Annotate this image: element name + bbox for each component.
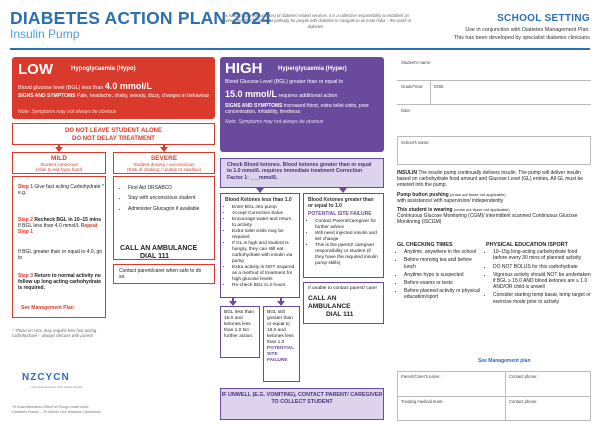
- ketones-low-item: • Accept Correction bolus: [232, 211, 296, 217]
- hcl-footnote: * Those on HCL may require less fast-acting carbohydrate – always discuss with parent: [12, 328, 97, 339]
- high-panel: [220, 57, 384, 152]
- severe-header: SEVERE Student drowsy / unconscious (Risk of choking / unable to swallow): [113, 152, 215, 174]
- credit-text: Te Kawhakaharea Māori te Rongo-mate huka Diabetes Rawiri – Te Whatu Ora Waitaha Canterbury: [12, 405, 102, 414]
- hyper-label: Hyperglycaemia (Hyper): [278, 66, 347, 72]
- arrow-to-severe: [163, 145, 165, 148]
- ketones-high-item: • Will need injected insulin and set change: [315, 231, 380, 243]
- school-name-field[interactable]: School's name:: [401, 140, 430, 145]
- ketones-high-list: [304, 219, 383, 267]
- gl-time-item: • Before exams or tests: [404, 280, 485, 286]
- step-2-alt: If BGL greater than or equal to 4.0, go to: [18, 249, 103, 262]
- call-ambulance-severe: CALL AN AMBULANCE DIAL 111: [120, 245, 198, 260]
- pe-item: • Consider starting temp basal, temp target or exercise mode prior to activity: [493, 292, 592, 304]
- physical-education: PHYSICAL EDUCATION /SPORT • 10–15g long-acting carbohydrate food before every 30 mins of planned activity • DO NOT BOLUS for this carbohydrate • Vigorous activity should NOT be undertaken if BGL ≥ 15.0 AND blood ketones are ≥ 1.0 AND/OR child is unwell • Consider starting temp basal, temp target or exercise mode prior to activity: [486, 242, 592, 307]
- mild-header: MILD Student conscious (Able to eat hypo food): [12, 152, 106, 174]
- do-not-leave-warning: DO NOT LEAVE STUDENT ALONE DO NOT DELAY TREATMENT: [12, 123, 215, 145]
- gl-time-item: • Before planned activity or physical education/sport: [404, 288, 485, 300]
- severe-contact: Contact parent/carer when safe to do so.: [113, 264, 215, 284]
- arrow-bgl-a: [232, 298, 234, 302]
- severe-item: • Stay with unconscious student: [128, 195, 212, 201]
- see-management-plan-link[interactable]: See Management Plan: [21, 305, 74, 311]
- school-setting-line1: Use in conjunction with Diabetes Management Plan.: [465, 27, 590, 33]
- severe-steps: [113, 176, 215, 260]
- ketones-high-item: • This is the parent/ caregiver responsibility or student (if they have the required insulin pump skills): [315, 243, 380, 267]
- nzcycn-logo-sub: New Zealand Child & Youth Clinical Network: [31, 386, 83, 389]
- severe-item: • First Aid DRSABCD: [128, 185, 212, 191]
- ketones-low-item: • Re-check BGL in 2 hours: [232, 283, 296, 289]
- field-divider: [430, 81, 431, 105]
- school-setting-title: SCHOOL SETTING: [497, 13, 590, 24]
- ketones-low-box: Blood Ketones less than 1.0 • Enter BGL into pump • Accept Correction bolus • Encourage water and return to activity • Extra toilet visits may be required • If GL is high and student is hungry, they can still eat carbohydrate with insulin via pump • Extra activity is NOT required as a method of treatment for high glucose levels • Re-check BGL in 2 hours: [220, 193, 300, 298]
- high-bgl-text: Blood Glucose Level (BGL) greater than or equal to: [225, 79, 344, 85]
- arrow-ketone-low: [259, 188, 261, 189]
- gl-time-item: • Before morning tea and before lunch: [404, 257, 485, 269]
- step-3: Step 3 Return to normal activity no follow up long acting carbohydrate is required.: [18, 273, 102, 292]
- gl-checking-times: GL CHECKING TIMES • Anytime, anywhere in the school • Before morning tea and before lunch • Anytime hypo is suspected • Before exams or tests • Before planned activity or physical education/sport: [397, 242, 485, 303]
- contact-divider: [397, 396, 591, 397]
- arrow-to-mild: [58, 145, 60, 148]
- step-1: Step 1 Give fast acting Carbohydrate * e.g.: [18, 184, 104, 197]
- see-management-plan-link-pe[interactable]: See Management plan: [478, 358, 531, 364]
- gl-time-item: • Anytime, anywhere in the school: [404, 249, 485, 255]
- plan-subtitle: Insulin Pump: [10, 27, 80, 41]
- low-bgl-text: Blood glucose level (BGL) less than 4.0 mmol/L: [18, 81, 152, 91]
- nzcycn-logo: NZCYCN: [22, 372, 70, 383]
- pe-item: • 10–15g long-acting carbohydrate food before every 30 mins of planned activity: [493, 249, 592, 261]
- low-heading: LOW: [18, 61, 53, 78]
- ketones-high-box: Blood Ketones greater than or equal to 1.0 POTENTIAL SITE FAILURE • Contact Parent/Caregiver for further advice • Will need injected insulin and set change • This is the parent/ caregiver responsibility or student (if they have the required insulin pump skills): [303, 193, 384, 278]
- action-plan-page: DIABETES ACTION PLAN 2024 Insulin Pump As kaitiaki (carers/guardians) of diabetes related services, it is a collective responsibility to establish an environment that facilitates a pathway for people with diabetes to navigate to as mate haka – the world of diabetes. SCHOOL SETTING Use in conjunction with Diabetes Management Plan. This has been developed by specialist diabetes clinicians LOW Hypoglycaemia (Hypo) Blood glucose level (BGL) less than 4.0 mmol/L SIGNS AND SYMPTOMS Pale, headache, shaky, sweaty, dizzy, changes in behaviour Note: Symptoms may not always be obvious DO NOT LEAVE STUDENT ALONE DO NOT DELAY TREATMENT MILD Student conscious (Able to eat hypo food) SEVERE Student drowsy / unconscious (Risk of choking / unable to swallow) Step 1 Give fast acting Carbohydrate * e.g. Step 2 Recheck BGL in 10–15 mins If BGL less than 4.0 mmol/L Repeat Step 1 If BGL greater than or equal to 4.0, go to Step 3 Return to normal activity no follow up long acting carbohydrate is required. See Management Plan • First Aid DRSABCD • Stay with unconscious student • Administer Glucagon if available CALL AN AMBULANCE DIAL 111 Contact parent/carer when safe to do so. * Those on HCL may require less fast-acting carbohydrate – always discuss with parent NZCYCN New Zealand Child & Youth Clinical Network Te Kawhakaharea Māori te Rongo-mate huka Diabetes Rawiri – Te Whatu Ora Waitaha Canterbury HIGH Hyperglycaemia (Hyper) Blood Glucose Level (BGL) greater than or equal to 15.0 mmol/L requires additional action SIGNS AND SYMPTOMS increased thirst, extra toilet visits, poor concentration, irritability, tiredness Note: Symptoms may not always be obvious Check Blood ketones. Blood ketones greater than or equal to 1.0 mmol/L requires immediate treatment Correction Factor 1: ___mmol/L Blood Ketones less than 1.0 • Enter BGL into pump • Accept Correction bolus • Encourage water and return to activity • Extra toilet visits may be required • If GL is high and student is hungry, they can still eat carbohydrate with insulin via pump • Extra activity is NOT required as a method of treatment for high glucose levels • Re-check BGL in 2 hours Blood Ketones greater than or equal to 1.0 POTENTIAL SITE FAILURE • Contact Parent/Caregiver for further advice • Will need injected insulin and set change • This is the parent/ caregiver responsibility or student (if they have the required insulin pump skills) If unable to contact parent/ carer CALL AN AMBULANCE DIAL 111 BGL less than 15.0 and ketones less than 1.0 No further action. BGL still greater than or equal to 15.0 and ketones less than 1.0 POTENTIAL SITE FAILURE IF UNWELL (E.G. VOMITING), CONTACT PARENT/ CAREGIVER TO COLLECT STUDENT Student's name: Grade/Year: DOB: Date: School's name: INSULIN The insulin pump continually delivers insulin. The pump will deliver insulin based on carbohydrate food amount and Glucose Level (GL) entries. All GL must be entered into the pump. Pump button pushing (cross out those not applicable) with assistance/ with supervision/ independently This student is wearing (cross out those not applicable) Continuous Glucose Monitoring (CGM)/ intermittent scanned Continuous Glucose Monitoring (ISCGM) GL CHECKING TIMES • Anytime, anywhere in the school • Before morning tea and before lunch • Anytime hypo is suspected • Before exams or tests • Before planned activity or physical education/sport PHYSICAL EDUCATION /SPORT • 10–15g long-acting carbohydrate food before every 30 mins of planned activity • DO NOT BOLUS for this carbohydrate • Vigorous activity should NOT be undertaken if BGL ≥ 15.0 AND blood ketones are ≥ 1.0 AND/OR child is unwell • Consider starting temp basal, temp target or exercise mode prior to activity See Management plan Parent/Carer's name: Contact phone: Treating medical team: Contact phone:: [0, 0, 600, 424]
- contact-phone-field[interactable]: Contact phone:: [509, 374, 538, 379]
- pe-item: • DO NOT BOLUS for this carbohydrate: [493, 264, 592, 270]
- high-heading: HIGH: [225, 60, 263, 77]
- ketones-low-item: • Enter BGL into pump: [232, 205, 296, 211]
- date-field[interactable]: [397, 105, 591, 137]
- high-note: Note: Symptoms may not always be obvious: [225, 119, 324, 125]
- gl-time-item: • Anytime hypo is suspected: [404, 272, 485, 278]
- ketones-low-item: • Extra activity is NOT required as a method of treatment for high glucose levels: [232, 265, 296, 283]
- low-panel: [12, 57, 215, 119]
- hypo-label: Hypoglycaemia (Hypo): [71, 66, 136, 72]
- plan-title: DIABETES ACTION PLAN 2024: [10, 8, 272, 28]
- bgl-still-high: BGL still greater than or equal to 15.0 and ketones less than 1.0 POTENTIAL SITE FAILURE: [263, 306, 300, 382]
- mild-steps: [12, 176, 106, 318]
- low-note: Note: Symptoms may not always be obvious: [18, 109, 117, 115]
- arrow-bgl-b: [280, 298, 282, 302]
- call-ambulance-high: If unable to contact parent/ carer CALL AN AMBULANCE DIAL 111: [303, 282, 384, 324]
- medical-team-field[interactable]: Treating medical team:: [401, 399, 444, 404]
- grade-dob-field[interactable]: [397, 81, 591, 105]
- high-symptoms: SIGNS AND SYMPTOMS increased thirst, extra toilet visits, poor concentration, irritability, tiredness: [225, 103, 369, 116]
- high-bgl-value: 15.0 mmol/L requires additional action: [225, 89, 338, 99]
- unwell-instruction: IF UNWELL (E.G. VOMITING), CONTACT PARENT/ CAREGIVER TO COLLECT STUDENT: [220, 388, 384, 420]
- pe-item: • Vigorous activity should NOT be undertaken if BGL ≥ 15.0 AND blood ketones are ≥ 1.0 AND/OR child is unwell: [493, 272, 592, 291]
- low-symptoms: SIGNS AND SYMPTOMS Pale, headache, shaky, sweaty, dizzy, changes in behaviour: [18, 93, 210, 99]
- parent-name-field[interactable]: Parent/Carer's name:: [401, 374, 441, 379]
- ketones-low-item: • If GL is high and student is hungry, they can still eat carbohydrate with insulin via pump: [232, 241, 296, 265]
- header-divider: [10, 48, 590, 50]
- bgl-no-action: BGL less than 15.0 and ketones less than 1.0 No further action.: [220, 306, 260, 358]
- ketones-low-list: [221, 205, 299, 289]
- arrow-ketone-high: [342, 188, 344, 189]
- ketone-check: Check Blood ketones. Blood ketones greater than or equal to 1.0 mmol/L requires immediate treatment Correction Factor 1: ___mmol/L: [220, 158, 384, 188]
- contact-phone-field-2[interactable]: Contact phone:: [509, 399, 538, 404]
- ketones-high-item: • Contact Parent/Caregiver for further advice: [315, 219, 380, 231]
- school-setting-line2: This has been developed by specialist diabetes clinicians: [453, 35, 590, 41]
- contact-divider-v: [505, 371, 506, 421]
- ketones-low-item: • Encourage water and return to activity: [232, 217, 296, 229]
- disclaimer-text: As kaitiaki (carers/guardians) of diabetes related services, it is a collective responsibility to establish an environment that facilitates a pathway for people with diabetes to navigate to as mate haka – the world of diabetes.: [220, 13, 412, 29]
- severe-item: • Administer Glucagon if available: [128, 206, 212, 212]
- ketones-low-item: • Extra toilet visits may be required: [232, 229, 296, 241]
- step-2: Step 2 Recheck BGL in 10–15 mins If BGL less than 4.0 mmol/L Repeat Step 1: [18, 217, 102, 236]
- insulin-info: INSULIN The insulin pump continually delivers insulin. The pump will deliver insulin based on carbohydrate food amount and Glucose Level (GL) entries. All GL must be entered into the pump. Pump button pushing (cross out those not applicable) with assistance/ with supervision/ independently This student is wearing (cross out those not applicable) Continuous Glucose Monitoring (CGM)/ intermittent scanned Continuous Glucose Monitoring (ISCGM): [397, 170, 584, 226]
